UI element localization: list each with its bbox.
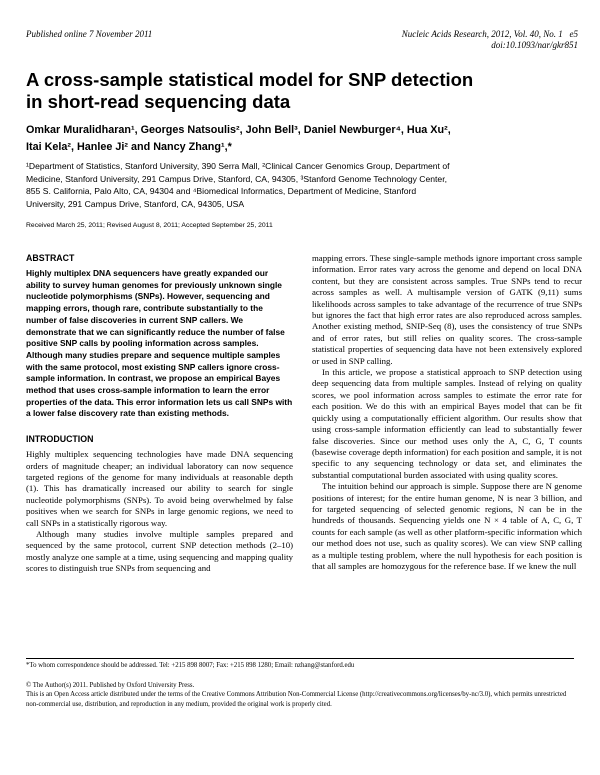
title-line-2: in short-read sequencing data xyxy=(26,91,291,112)
body-paragraph-1: mapping errors. These single-sample methods ignore important cross sample information. Error rates vary across the genome and depend on local DNA content, but they are consistent across samples. True SNPs tend to recur across samples as well. A multisample version of GATK (9,11) sums likelihoods across samples to take advantage of the recurrence of true SNPs but ignores the fact that high error rates are also reproduced across samples. Another existing method, SNIP-Seq (8), uses the consistency of true SNPs and of error rates, but still relies on quality scores. The cross-sample statistical properties of sequencing data have not been extensively explored or used in SNP calling. xyxy=(312,253,582,366)
body-paragraph-3: The intuition behind our approach is simple. Suppose there are N genome positions of interest; for the entire human genome, N is near 3 billion, and for targeted sequencing of selected genomic regions, N can be in the hundreds of thousands. Sequencing yields one N × 4 table of A, C, G, T counts for each sample (as well as other platform-specific information which our method does not use, such as quality scores). We can view SNP calling as a multiple testing problem, where the null hypothesis for each position is that all samples are homozygous for the reference base. If we knew the null xyxy=(312,481,582,571)
affiliation-line: 855 S. California, Palo Alto, CA, 94304 and ⁴Biomedical Informatics, Department of Medicine, Stanford xyxy=(26,186,417,197)
copyright-block xyxy=(26,681,578,709)
left-column xyxy=(26,253,293,575)
affiliation-line: Medicine, Stanford University, 291 Campus Drive, Stanford, CA, 94305, ³Stanford Genome Technology Center, xyxy=(26,173,447,184)
affiliations xyxy=(26,160,582,210)
abstract-text: Highly multiplex DNA sequencers have greatly expanded our ability to survey human genomes for previously unknown single nucleotide polymorphisms (SNPs). However, sequencing and mapping errors, though rare, contribute substantially to the number of false discoveries in current SNP callers. We demonstrate that we can significantly reduce the number of false positive SNP calls by pooling information across samples. Although many studies prepare and sequence multiple samples with the same protocol, most existing SNP callers ignore cross-sample information. In contrast, we propose an empirical Bayes method that uses cross-sample information to learn the error properties of the data. This error information lets us call SNPs with a lower false discovery rate than existing methods. xyxy=(26,268,293,419)
journal-citation: Nucleic Acids Research, 2012, Vol. 40, No. 1 xyxy=(401,29,563,39)
copyright-line: © The Author(s) 2011. Published by Oxford University Press. xyxy=(26,682,195,689)
body-paragraph-2: In this article, we propose a statistical approach to SNP detection using deep sequencing data from multiple samples. Instead of relying on quality scores, we pool information across samples to estimate the error rate for each position. We do this with an empirical Bayes model that can be fit quickly using a computationally efficient algorithm. Our results show that using cross-sample information efficiently can lead to substantially fewer false discoveries. Since our method uses only the A, C, G, T counts (basewise coverage depth information) for each position and sample, it is not specific to any sequencing technology or data set, and eliminates the substantial computational burden associated with using quality scores. xyxy=(312,367,582,480)
journal-header xyxy=(402,29,578,51)
right-column xyxy=(312,253,582,572)
license-text: This is an Open Access article distributed under the terms of the Creative Commons Attribution Non-Commercial License (http://creativecommons.org/licenses/by-nc/3.0), which permits unrestricted non-commercial use, distribution, and reproduction in any medium, provided the original work is properly cited. xyxy=(26,691,567,708)
footnote-divider xyxy=(26,658,574,659)
introduction-heading: INTRODUCTION xyxy=(26,434,94,445)
title-line-1: A cross-sample statistical model for SNP detection xyxy=(26,69,474,90)
abstract-heading: ABSTRACT xyxy=(26,253,75,263)
correspondence-footnote: *To whom correspondence should be addressed. Tel: +215 898 8007; Fax: +215 898 1280; Email: nzhang@stanford.edu xyxy=(26,662,355,669)
article-id: e5 xyxy=(569,29,578,39)
authors-line-1: Omkar Muralidharan¹, Georges Natsoulis², John Bell³, Daniel Newburger⁴, Hua Xu², xyxy=(26,124,451,136)
intro-paragraph-1: Highly multiplex sequencing technologies have made DNA sequencing orders of magnitude cheaper; an individual laboratory can now sequence targeted regions of the genome for many individuals at reasonable depth (1). This has dramatically increased our ability to search for single nucleotide polymorphisms (SNPs). To avoid being overwhelmed by false positives when we search for SNPs in large genomic regions, we need to call SNPs in a statistically rigorous way. xyxy=(26,449,293,528)
submission-dates: Received March 25, 2011; Revised August 8, 2011; Accepted September 25, 2011 xyxy=(26,222,273,229)
affiliation-line: ¹Department of Statistics, Stanford University, 390 Serra Mall, ²Clinical Cancer Genomics Group, Department of xyxy=(26,161,450,171)
paper-title xyxy=(26,69,576,113)
author-list xyxy=(26,122,578,156)
published-date: Published online 7 November 2011 xyxy=(26,29,153,39)
doi: doi:10.1093/nar/gkr851 xyxy=(491,40,578,50)
affiliation-line: University, 291 Campus Drive, Stanford, CA, 94305, USA xyxy=(26,198,245,209)
intro-paragraph-2: Although many studies involve multiple samples prepared and sequenced by the same protocol, current SNP detection methods (2–10) mostly analyze one sample at a time, using sequencing and mapping quality scores to distinguish true SNPs from sequencing and xyxy=(26,528,293,574)
authors-line-2: Itai Kela², Hanlee Ji² and Nancy Zhang¹,* xyxy=(26,141,232,153)
